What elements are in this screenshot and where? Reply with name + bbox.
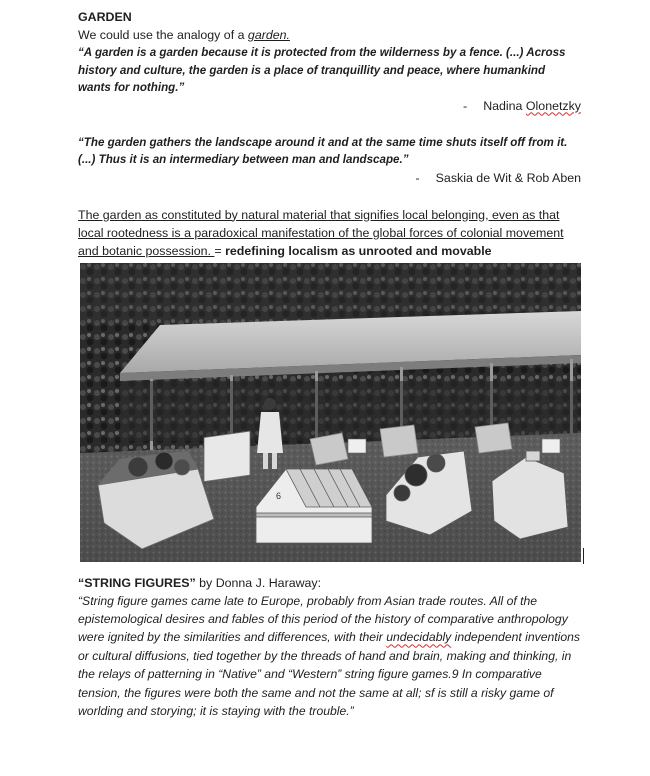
statement-equals: = [214,243,226,258]
quote-olonetzky: “A garden is a garden because it is protected from the wilderness by a fence. (...) Across history and culture, the garden is a place of tranquillity and peace, where humankind wants for nothing.” [78,46,566,94]
quote-part-1: “String figure games came late to Europe, probably from Asian trade routes. All of the epistemological desires and fables of this period of the history of comparative anthropology were ignited by the similarities and differences, with their [78,593,568,645]
garden-intro-text: We could use the analogy of a [78,28,248,42]
string-figures-heading [78,574,581,592]
quote-part-2: independent inventions or cultural diffusions, tied together by the threads of hand and brain, making and thinking, in the relays of patterning in “Native” and “Western” string figure games.9 In comparative tension, the figures were both the same and not the same at all; sf is still a risky game of worlding and storying; it is staying with the trouble.” [78,630,581,718]
box-numeral: 6 [276,490,282,501]
text-cursor [583,548,584,564]
garden-link[interactable]: garden. [247,28,290,42]
string-figures-title: “STRING FIGURES” [78,575,196,590]
statement-underlined: The garden as constituted by natural material that signifies local belonging, even as that local rootedness is a paradoxical manifestation of the global forces of colonial movement and botanic possession. [78,207,564,258]
attribution-olonetzky [78,97,581,115]
attribution-dash: - [415,170,420,185]
attribution-dash: - [463,98,468,113]
spelling-flag-word: undecidably [386,630,452,645]
statement-bold: redefining localism as unrooted and movable [225,243,492,258]
garden-statement [78,206,581,260]
string-figures-byline: by Donna J. Haraway: [195,575,322,590]
photo-artwork [80,263,581,562]
attribution-de-wit-aben [78,169,581,187]
string-figures-quote [78,592,581,721]
attribution-name-first: Nadina [483,98,526,113]
attribution-name-last: Olonetzky [525,98,581,113]
document-page [78,8,581,720]
garden-intro [78,26,581,44]
garden-photograph[interactable] [80,263,581,562]
garden-heading: GARDEN [78,10,132,24]
quote-de-wit-aben: “The garden gathers the landscape around it and at the same time shuts itself off from it. (...) Thus it is an intermediary between man and landscape.” [78,135,568,166]
attribution-name: Saskia de Wit & Rob Aben [435,170,581,185]
